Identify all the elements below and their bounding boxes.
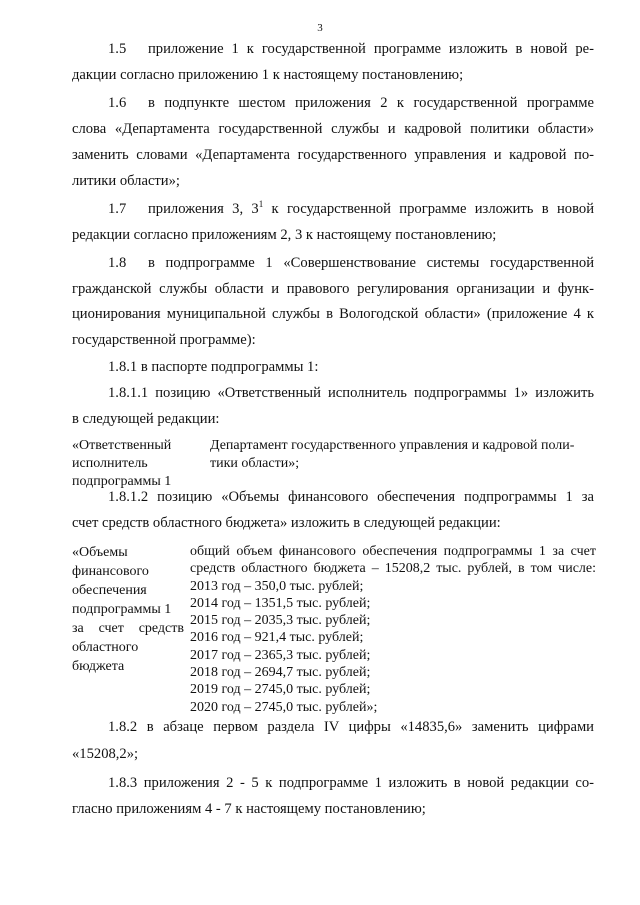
item-1-7-line1: 1.7 приложения 3, $3^1$ к государственной программе изложить в новой	[108, 199, 595, 217]
item-number: 1.6	[108, 95, 127, 111]
responsible-label: «Ответственный исполнитель подпрограммы 1	[72, 438, 172, 489]
responsible-value: Департамент государственного управления и кадровой поли- тики области»;	[210, 438, 575, 471]
financing-value-line: 2016 год – 921,4 тыс. рублей;	[190, 630, 364, 646]
financing-value-line: 2019 год – 2745,0 тыс. рублей;	[190, 682, 371, 698]
item-1-8-line1: 1.8 в подпрограмме 1 «Совершенствование системы государственной	[108, 255, 594, 271]
financing-value-line: 2017 год – 2365,3 тыс. рублей;	[190, 647, 371, 663]
financing-value-line: общий объем финансового обеспечения подпрограммы 1 за счет	[190, 544, 596, 559]
financing-value-line: 2018 год – 2694,7 тыс. рублей;	[190, 665, 371, 681]
item-1-8-2-line1: 1.8.2 в абзаце первом раздела IV цифры «14835,6» заменить цифрами	[108, 719, 594, 735]
item-1-8-3-line2: гласно приложениям 4 - 7 к настоящему постановлению;	[72, 801, 426, 817]
item-1-5-line2: дакции согласно приложению 1 к настоящему постановлению;	[72, 67, 464, 83]
item-1-8-line4: государственной программе):	[72, 332, 256, 348]
item-1-8-1-1-line1: 1.8.1.1 позицию «Ответственный исполнитель подпрограммы 1» изложить	[108, 385, 594, 401]
item-number: 1.8	[108, 255, 127, 271]
financing-label-line: финансового	[72, 564, 149, 579]
page-number: 3	[317, 22, 323, 34]
financing-label	[72, 543, 207, 676]
financing-label-line: подпрограммы 1	[72, 602, 172, 617]
financing-label-line: бюджета	[72, 659, 125, 674]
item-1-8-line2: гражданской службы области и правового регулирования организации и функ-	[72, 281, 594, 297]
item-1-8-1-2-line1: 1.8.1.2 позицию «Объемы финансового обеспечения подпрограммы 1 за	[108, 489, 594, 505]
item-1-8-3-line1: 1.8.3 приложения 2 - 5 к подпрограмме 1 изложить в новой редакции со-	[108, 775, 594, 791]
financing-value	[190, 543, 596, 716]
financing-label-line: «Объемы	[72, 545, 128, 560]
item-1-5-line1: 1.5 приложение 1 к государственной программе изложить в новой ре-	[108, 41, 594, 57]
financing-value-line: 2020 год – 2745,0 тыс. рублей»;	[190, 699, 378, 715]
item-1-8-2-line2: «15208,2»;	[72, 746, 139, 762]
item-number: 1.7	[108, 201, 127, 217]
financing-value-line: 2014 год – 1351,5 тыс. рублей;	[190, 595, 371, 611]
item-1-8-1-2-line2: счет средств областного бюджета» изложить в следующей редакции:	[72, 515, 501, 531]
item-1-6-line4: литики области»;	[72, 173, 180, 189]
financing-label-line: за счет средств	[72, 621, 184, 636]
item-1-8-1: 1.8.1 в паспорте подпрограммы 1:	[108, 359, 319, 375]
item-1-8-1-1-line2: в следующей редакции:	[72, 411, 220, 427]
financing-label-line: областного	[72, 640, 139, 655]
item-1-6-line3: заменить словами «Департамента государственного управления и кадровой по-	[72, 147, 594, 163]
item-1-8-line3: ционирования муниципальной службы в Вологодской области» (приложение 4 к	[72, 306, 594, 322]
financing-value-line: 2013 год – 350,0 тыс. рублей;	[190, 578, 364, 594]
financing-label-line: обеспечения	[72, 583, 147, 598]
item-1-6-line2: слова «Департамента государственной службы и кадровой политики области»	[72, 121, 594, 137]
item-1-6-line1: 1.6 в подпункте шестом приложения 2 к государственной программе	[108, 95, 594, 111]
item-1-7-line2: редакции согласно приложениям 2, 3 к настоящему постановлению;	[72, 227, 497, 243]
financing-value-line: 2015 год – 2035,3 тыс. рублей;	[190, 613, 371, 629]
financing-value-line: средств областного бюджета – 15208,2 тыс. рублей, в том числе:	[190, 561, 596, 577]
item-number: 1.5	[108, 41, 127, 57]
